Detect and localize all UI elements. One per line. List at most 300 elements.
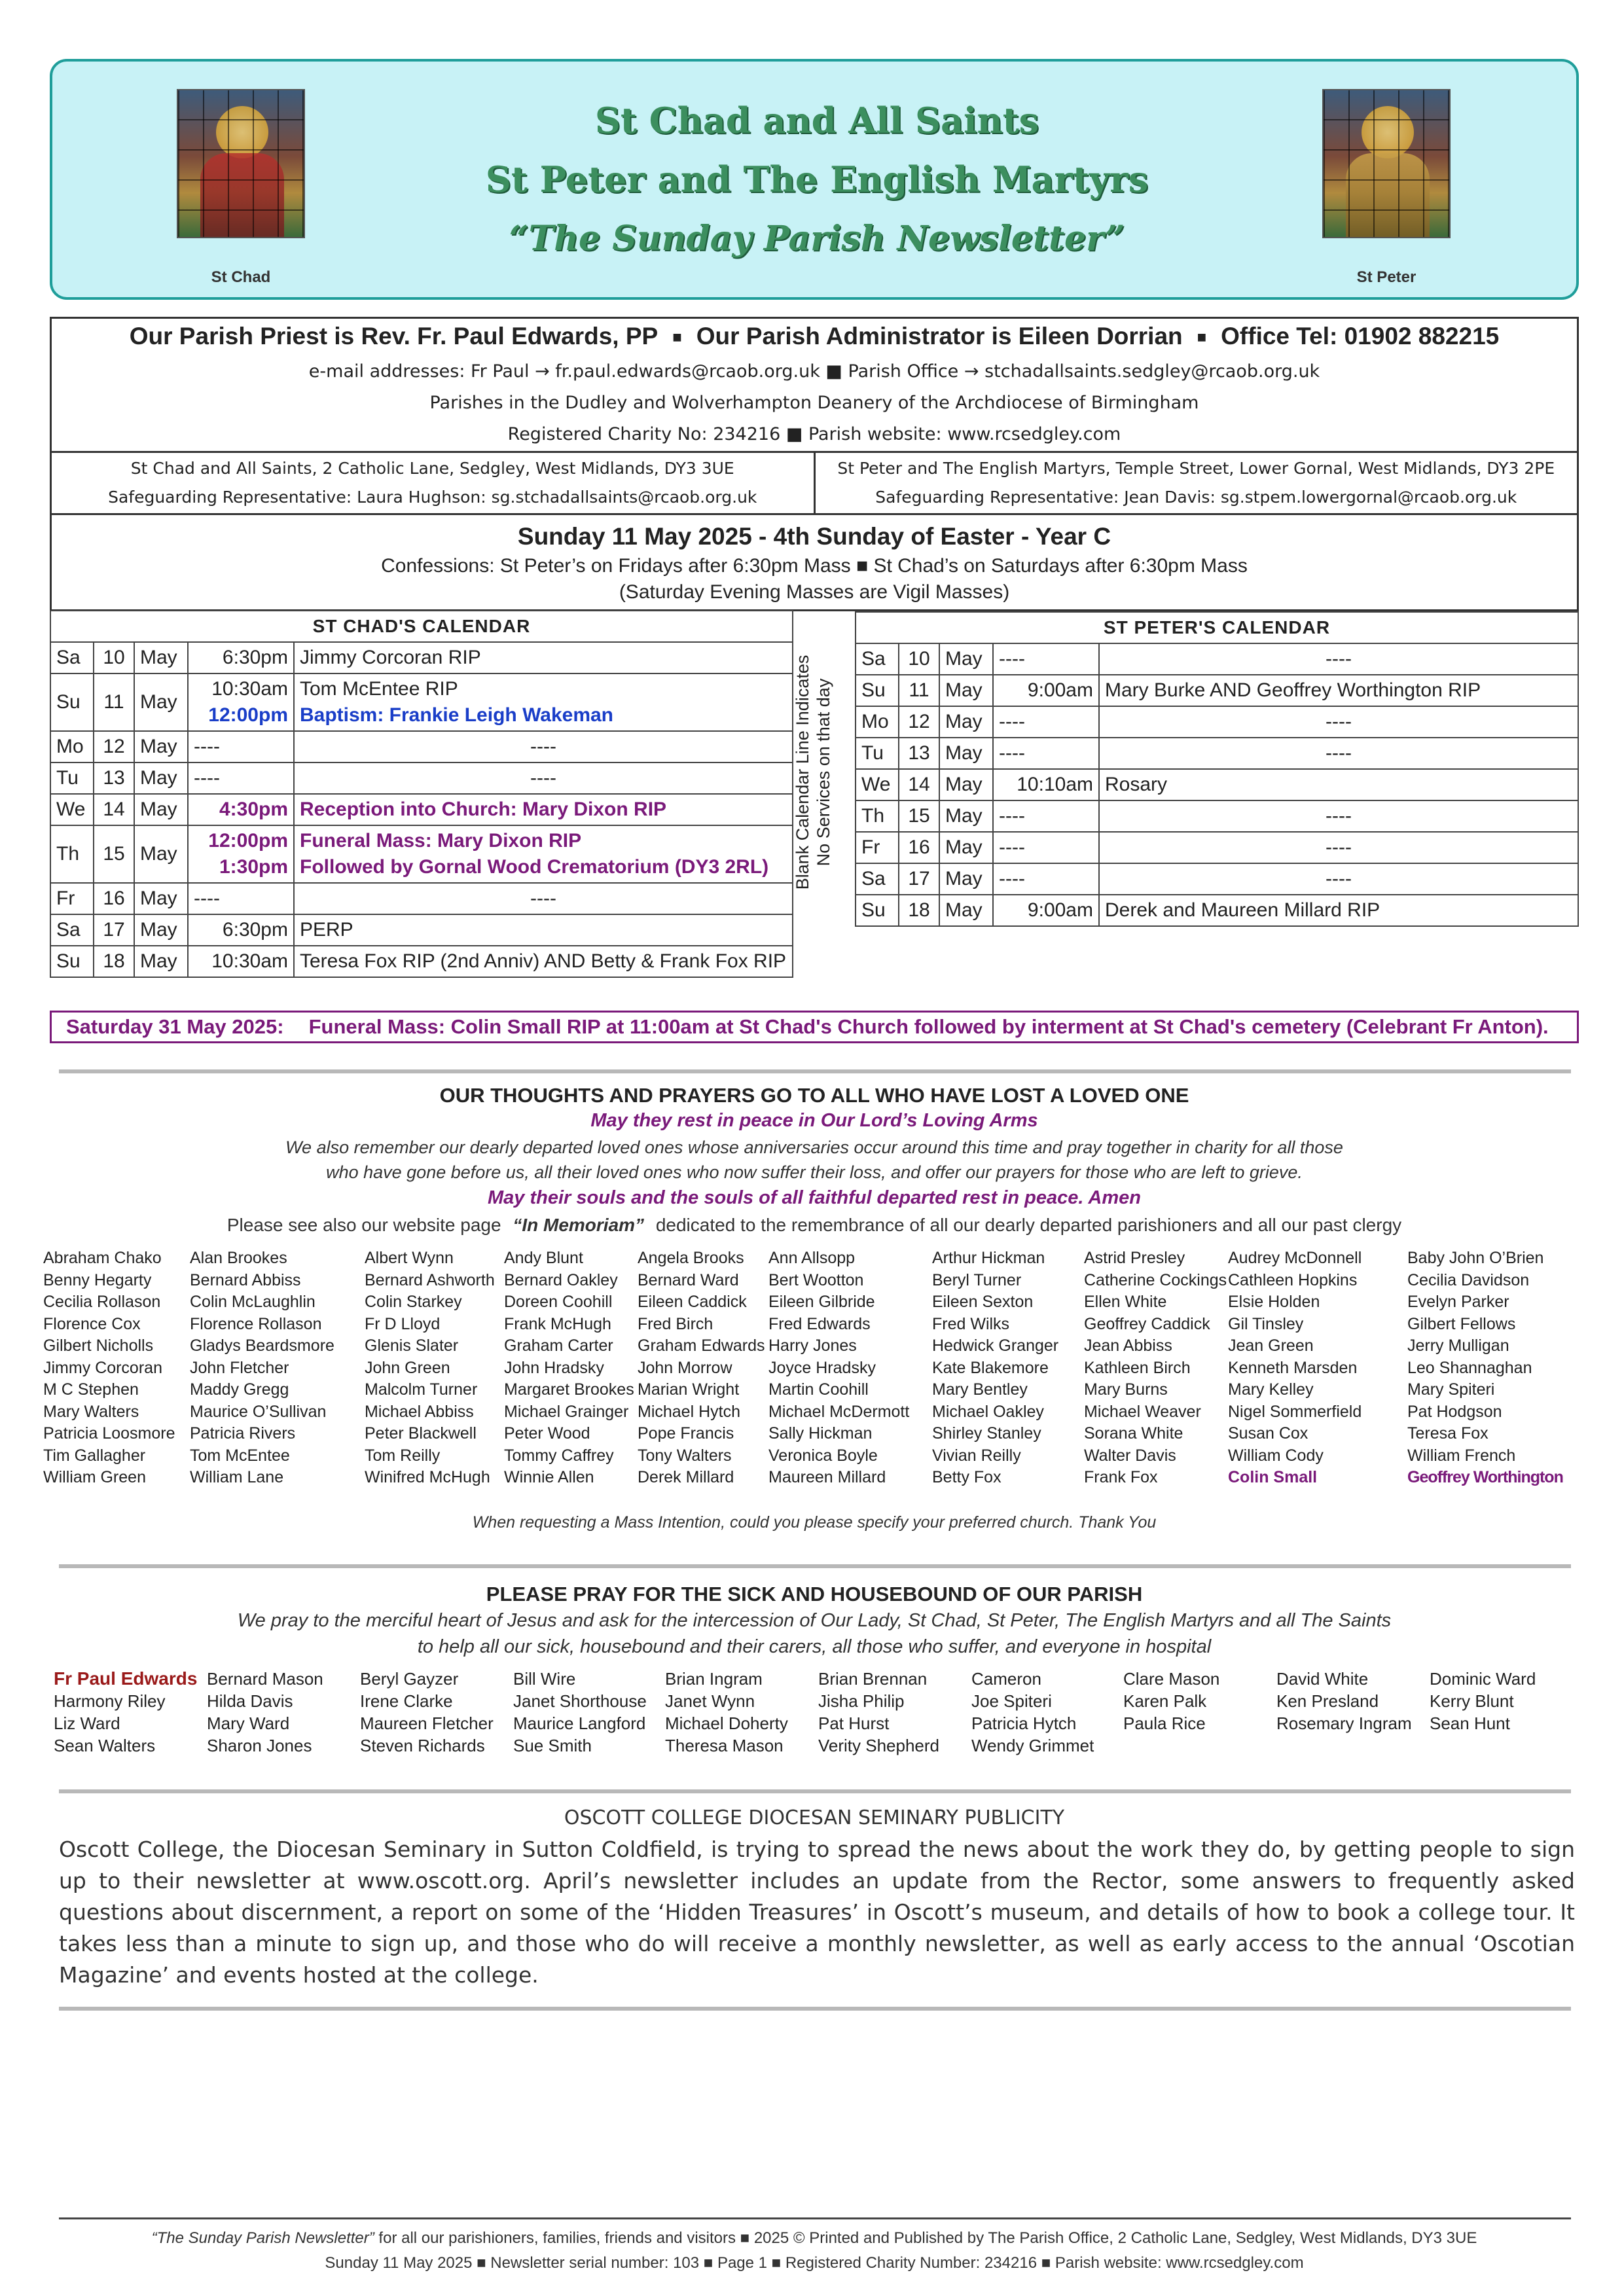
oscott-body: Oscott College, the Diocesan Seminary in Sutton Coldfield, is trying to spread the news about the work they do, by getting people to sign up to their newsletter at www.oscott.org. April’s newsletter includes an update from the Rector, some answers to frequently asked questions about discernment, a report on some of the ‘Hidden Treasures’ in Oscott’s museum, and details of how to book a college tour. It takes less than a minute to sign up, and those who do will receive a monthly newsletter, as well as early access to the annual ‘Oscotian Magazine’ and events hosted at the college. [59, 1837, 1575, 1988]
departed-names-col-3 [365, 1247, 495, 1489]
departed-name: Ellen White [1084, 1293, 1167, 1311]
sick-name: Irene Clarke [360, 1691, 453, 1711]
cal-month: May [134, 642, 188, 673]
cal-time: 9:00am [993, 675, 1099, 706]
sick-name: Jisha Philip [818, 1691, 905, 1711]
departed-name: John Fletcher [190, 1358, 289, 1377]
cal-intention: ---- [294, 731, 793, 762]
footer-line-1 [50, 2229, 1579, 2248]
charity-website-text: Registered Charity No: 234216 ■ Parish website: www.rcsedgley.com [507, 424, 1121, 444]
departed-name: Michael Abbiss [365, 1402, 474, 1421]
sick-name: Patricia Hytch [971, 1713, 1077, 1733]
cal-month: May [939, 706, 993, 738]
cal-day: Sa [856, 643, 899, 675]
blank-calendar-note [792, 655, 864, 890]
cal-time [188, 673, 294, 731]
sick-name: Liz Ward [54, 1713, 120, 1733]
prayers-para-1: We also remember our dearly departed loved ones whose anniversaries occur around this time and pray together in charity for all those [285, 1138, 1343, 1157]
departed-name: Nigel Sommerfield [1228, 1402, 1362, 1421]
footer-rule [59, 2217, 1571, 2219]
departed-name: Tim Gallagher [43, 1446, 146, 1465]
cal-time [188, 825, 294, 883]
departed-name: Mary Bentley [932, 1380, 1028, 1399]
cal-day: Fr [50, 883, 94, 914]
cal-day: Th [856, 800, 899, 832]
cal-time: ---- [993, 863, 1099, 895]
cal-month: May [134, 946, 188, 977]
departed-name: Tommy Caffrey [504, 1446, 614, 1465]
departed-name: Cecilia Rollason [43, 1293, 161, 1311]
st-chad-address: St Chad and All Saints, 2 Catholic Lane, Sedgley, West Midlands, DY3 3UE [130, 459, 734, 478]
sick-name: Clare Mason [1123, 1669, 1220, 1689]
cal-day: We [856, 769, 899, 800]
sick-name: Brian Ingram [665, 1669, 763, 1689]
cal-date: 14 [94, 794, 134, 825]
departed-name: Jerry Mulligan [1407, 1336, 1509, 1355]
sick-names-col-4 [513, 1668, 647, 1757]
departed-name: Susan Cox [1228, 1424, 1308, 1443]
cal-date: 16 [899, 832, 939, 863]
sick-name: Janet Wynn [665, 1691, 755, 1711]
departed-name: Peter Wood [504, 1424, 590, 1443]
departed-name: Kenneth Marsden [1228, 1358, 1358, 1377]
cal-time: ---- [188, 883, 294, 914]
departed-name-highlighted: Colin Small [1228, 1468, 1318, 1486]
cal-intention: ---- [294, 883, 793, 914]
sick-name: Rosemary Ingram [1276, 1713, 1412, 1733]
office-tel: Office Tel: 01902 882215 [1221, 323, 1500, 350]
footer-line-2: Sunday 11 May 2025 ■ Newsletter serial number: 103 ■ Page 1 ■ Registered Charity Number: 234216 ■ Parish website: www.rcsedgley.com [325, 2254, 1304, 2272]
cal-intention-2: Followed by Gornal Wood Crematorium (DY3 2RL) [300, 856, 769, 878]
cal-date: 12 [94, 731, 134, 762]
cal-month: May [939, 738, 993, 769]
sick-name: Ken Presland [1276, 1691, 1379, 1711]
deanery-text: Parishes in the Dudley and Wolverhampton Deanery of the Archdiocese of Birmingham [429, 393, 1199, 413]
email-addresses: e-mail addresses: Fr Paul → fr.paul.edwards@rcaob.org.uk ■ Parish Office → stchadallsaints.sedgley@rcaob.org.uk [308, 361, 1320, 382]
st-peter-window-image [1322, 89, 1451, 238]
departed-name: Graham Carter [504, 1336, 613, 1355]
section-divider [59, 2007, 1571, 2011]
cal-date: 15 [94, 825, 134, 883]
sick-names-col-3 [360, 1668, 494, 1757]
departed-name: Mary Spiteri [1407, 1380, 1495, 1399]
cal-month: May [134, 914, 188, 946]
cal-day: We [50, 794, 94, 825]
st-chad-safeguarding: Safeguarding Representative: Laura Hughson: sg.stchadallsaints@rcaob.org.uk [108, 488, 757, 507]
prayers-heading: OUR THOUGHTS AND PRAYERS GO TO ALL WHO HAVE LOST A LOVED ONE [439, 1084, 1189, 1107]
calendar-row [50, 642, 793, 673]
cal-month: May [939, 832, 993, 863]
sick-name: Cameron [971, 1669, 1041, 1689]
departed-name: Colin Starkey [365, 1293, 462, 1311]
departed-name: Fred Wilks [932, 1314, 1010, 1333]
cal-day: Fr [856, 832, 899, 863]
cal-day: Tu [856, 738, 899, 769]
cal-intention: ---- [1099, 738, 1578, 769]
cal-intention-2: Baptism: Frankie Leigh Wakeman [300, 704, 614, 726]
departed-name: John Morrow [638, 1358, 732, 1377]
cal-time: ---- [993, 706, 1099, 738]
cal-date: 10 [899, 643, 939, 675]
departed-name: Hedwick Granger [932, 1336, 1059, 1355]
departed-name: Malcolm Turner [365, 1380, 478, 1399]
cal-day: Tu [50, 762, 94, 794]
cal-month: May [939, 895, 993, 926]
departed-name: Maddy Gregg [190, 1380, 289, 1399]
cal-intention: PERP [294, 914, 793, 946]
departed-names-col-9 [1228, 1247, 1362, 1489]
cal-day: Mo [856, 706, 899, 738]
departed-name: Sorana White [1084, 1424, 1183, 1443]
cal-time: ---- [993, 738, 1099, 769]
departed-name: Frank Fox [1084, 1468, 1158, 1486]
parish-contacts-line: Our Parish Priest is Rev. Fr. Paul Edwards, PP ■ Our Parish Administrator is Eileen Dorrian ■ Office Tel: 01902 882215 [129, 323, 1500, 350]
departed-name: Angela Brooks [638, 1249, 744, 1267]
cal-date: 13 [94, 762, 134, 794]
cal-date: 11 [94, 673, 134, 731]
departed-name: Joyce Hradsky [768, 1358, 876, 1377]
sick-name: Theresa Mason [665, 1736, 784, 1755]
cal-month: May [134, 673, 188, 731]
cal-intention [294, 673, 793, 731]
sick-name: David White [1276, 1669, 1369, 1689]
st-chad-window-image [177, 89, 305, 238]
cal-month: May [134, 762, 188, 794]
sick-names-col-9 [1276, 1668, 1412, 1734]
sick-name: Paula Rice [1123, 1713, 1206, 1733]
departed-name: Michael Hytch [638, 1402, 740, 1421]
calendar-row [856, 800, 1578, 832]
cal-date: 11 [899, 675, 939, 706]
cal-time-1: 10:30am [211, 678, 288, 700]
calendar-row [856, 832, 1578, 863]
departed-names-col-7 [932, 1247, 1058, 1489]
sick-name: Bill Wire [513, 1669, 576, 1689]
in-memoriam-line [50, 1215, 1579, 1236]
mass-intention-note: When requesting a Mass Intention, could you please specify your preferred church. Thank You [472, 1513, 1157, 1532]
cal-time: ---- [993, 800, 1099, 832]
sick-line-2: to help all our sick, housebound and their carers, all those who suffer, and everyone in hospital [417, 1636, 1212, 1657]
cal-day: Su [50, 673, 94, 731]
church-addresses [52, 451, 1577, 513]
cal-intention: Teresa Fox RIP (2nd Anniv) AND Betty & Frank Fox RIP [294, 946, 793, 977]
cal-date: 16 [94, 883, 134, 914]
admin-text: Our Parish Administrator is Eileen Dorrian [696, 323, 1183, 350]
cal-day: Su [856, 675, 899, 706]
prayers-para-2: who have gone before us, all their loved ones who now suffer their loss, and offer our prayers for those who are left to grieve. [326, 1162, 1303, 1182]
priest-text: Our Parish Priest is Rev. Fr. Paul Edwards, PP [129, 323, 659, 350]
cal-month: May [939, 800, 993, 832]
cal-day: Sa [856, 863, 899, 895]
cal-month: May [134, 825, 188, 883]
departed-name: Bert Wootton [768, 1270, 864, 1289]
cal-intention: ---- [1099, 863, 1578, 895]
departed-name: Abraham Chako [43, 1249, 162, 1267]
sick-name: Michael Doherty [665, 1713, 788, 1733]
cal-date: 14 [899, 769, 939, 800]
sick-name: Maurice Langford [513, 1713, 646, 1733]
departed-name: Patricia Rivers [190, 1424, 296, 1443]
departed-name: Sally Hickman [768, 1424, 873, 1443]
calendar-row [50, 825, 793, 883]
departed-name: Fred Birch [638, 1314, 713, 1333]
sick-name: Sean Walters [54, 1736, 156, 1755]
sick-name: Dominic Ward [1430, 1669, 1536, 1689]
cal-time: ---- [188, 762, 294, 794]
calendar-row [50, 731, 793, 762]
prayers-amen: May their souls and the souls of all faithful departed rest in peace. Amen [487, 1187, 1142, 1208]
sick-name: Sue Smith [513, 1736, 592, 1755]
sick-names-col-1 [54, 1668, 197, 1757]
departed-name: Michael McDermott [768, 1402, 910, 1421]
cal-date: 13 [899, 738, 939, 769]
cal-month: May [939, 769, 993, 800]
departed-name: Fr D Lloyd [365, 1314, 441, 1333]
departed-name: Bernard Abbiss [190, 1270, 301, 1289]
cal-date: 18 [94, 946, 134, 977]
funeral-notice-date: Saturday 31 May 2025: [66, 1015, 284, 1038]
cal-date: 18 [899, 895, 939, 926]
sick-names-col-2 [207, 1668, 323, 1757]
cal-month: May [939, 643, 993, 675]
sick-name: Steven Richards [360, 1736, 485, 1755]
cal-time: ---- [993, 643, 1099, 675]
cal-date: 17 [899, 863, 939, 895]
departed-name: Marian Wright [638, 1380, 740, 1399]
cal-month: May [939, 863, 993, 895]
confessions-text: Confessions: St Peter’s on Fridays after 6:30pm Mass ■ St Chad’s on Saturdays after 6:30pm Mass [381, 555, 1248, 577]
departed-name: Beryl Turner [932, 1270, 1022, 1289]
sick-name: Wendy Grimmet [971, 1736, 1094, 1755]
departed-name: Tony Walters [638, 1446, 732, 1465]
departed-name: Jean Green [1228, 1336, 1314, 1355]
banner-title-line-3: “The Sunday Parish Newsletter” [509, 219, 1125, 259]
newsletter-banner [50, 59, 1579, 300]
departed-name: Teresa Fox [1407, 1424, 1489, 1443]
calendar-row [50, 673, 793, 731]
sick-name: Beryl Gayzer [360, 1669, 459, 1689]
departed-name: Fred Edwards [768, 1314, 871, 1333]
departed-name: Michael Oakley [932, 1402, 1044, 1421]
departed-names-col-2 [190, 1247, 334, 1489]
cal-month: May [939, 675, 993, 706]
calendar-row [856, 675, 1578, 706]
departed-name: Colin McLaughlin [190, 1293, 316, 1311]
departed-name: Eileen Caddick [638, 1293, 747, 1311]
departed-name: Veronica Boyle [768, 1446, 878, 1465]
departed-name: Michael Grainger [504, 1402, 629, 1421]
departed-name: Catherine Cockings [1084, 1270, 1227, 1289]
cal-day: Th [50, 825, 94, 883]
departed-names-col-10 [1407, 1247, 1563, 1489]
departed-name: Betty Fox [932, 1468, 1001, 1486]
st-chad-caption: St Chad [211, 268, 271, 286]
departed-name: Winnie Allen [504, 1468, 594, 1486]
in-memoriam-pre: Please see also our website page [226, 1215, 501, 1235]
st-peter-calendar-title: ST PETER'S CALENDAR [856, 612, 1578, 643]
departed-name: M C Stephen [43, 1380, 139, 1399]
departed-name: Cathleen Hopkins [1228, 1270, 1358, 1289]
departed-name: Florence Rollason [190, 1314, 322, 1333]
sick-name: Janet Shorthouse [513, 1691, 647, 1711]
departed-name: Evelyn Parker [1407, 1293, 1509, 1311]
departed-name: Baby John O’Brien [1407, 1249, 1544, 1267]
sick-name: Karen Palk [1123, 1691, 1207, 1711]
sick-name: Maureen Fletcher [360, 1713, 494, 1733]
cal-intention: Mary Burke AND Geoffrey Worthington RIP [1099, 675, 1578, 706]
departed-name: Shirley Stanley [932, 1424, 1041, 1443]
departed-name: Graham Edwards [638, 1336, 765, 1355]
st-chad-calendar [50, 610, 793, 978]
calendar-row [50, 914, 793, 946]
departed-name: Tom McEntee [190, 1446, 290, 1465]
st-chad-address-block [52, 453, 814, 513]
departed-name: Bernard Ashworth [365, 1270, 495, 1289]
cal-intention: ---- [1099, 706, 1578, 738]
departed-name: Jean Abbiss [1084, 1336, 1172, 1355]
departed-name: Eileen Gilbride [768, 1293, 875, 1311]
sick-name-highlighted: Fr Paul Edwards [54, 1668, 198, 1689]
sick-name: Verity Shepherd [818, 1736, 940, 1755]
banner-title-line-1: St Chad and All Saints [594, 99, 1039, 141]
calendar-row [50, 883, 793, 914]
calendar-row [856, 895, 1578, 926]
calendar-row [856, 706, 1578, 738]
cal-time: 9:00am [993, 895, 1099, 926]
calendar-row [856, 643, 1578, 675]
cal-day: Sa [50, 914, 94, 946]
footer-publisher: for all our parishioners, families, friends and visitors ■ 2025 © Printed and Published by The Parish Office, 2 Catholic Lane, Sedgley, West Midlands, DY3 3UE [374, 2229, 1477, 2247]
sick-name: Hilda Davis [207, 1691, 293, 1711]
cal-intention: ---- [1099, 800, 1578, 832]
departed-name: Ann Allsopp [768, 1249, 856, 1267]
departed-name: Maurice O’Sullivan [190, 1402, 327, 1421]
cal-intention: Jimmy Corcoran RIP [294, 642, 793, 673]
departed-name: Peter Blackwell [365, 1424, 477, 1443]
calendar-row [50, 762, 793, 794]
cal-intention-1: Tom McEntee RIP [300, 678, 458, 700]
departed-name: William Cody [1228, 1446, 1324, 1465]
departed-name: Bernard Oakley [504, 1270, 618, 1289]
cal-time: 10:30am [188, 946, 294, 977]
st-peter-caption: St Peter [1356, 268, 1416, 286]
sick-name: Bernard Mason [207, 1669, 323, 1689]
calendar-row [50, 946, 793, 977]
cal-time: ---- [993, 832, 1099, 863]
cal-intention: ---- [294, 762, 793, 794]
departed-name: William Green [43, 1468, 146, 1486]
in-memoriam-post: dedicated to the remembrance of all our dearly departed parishioners and all our past clergy [655, 1215, 1402, 1235]
in-memoriam-link[interactable]: “In Memoriam” [513, 1215, 645, 1235]
departed-name: William Lane [190, 1468, 284, 1486]
sick-names-col-8 [1123, 1668, 1219, 1734]
cal-time: 6:30pm [188, 642, 294, 673]
st-peter-calendar [855, 611, 1579, 927]
departed-names-col-5 [638, 1247, 765, 1489]
section-divider [59, 1069, 1571, 1073]
departed-name: Frank McHugh [504, 1314, 611, 1333]
cal-intention: ---- [1099, 832, 1578, 863]
calendar-row [856, 738, 1578, 769]
departed-name: Mary Burns [1084, 1380, 1168, 1399]
departed-name: Audrey McDonnell [1228, 1249, 1362, 1267]
vigil-note: (Saturday Evening Masses are Vigil Masses) [619, 581, 1010, 603]
sick-name: Mary Ward [207, 1713, 290, 1733]
cal-intention: ---- [1099, 643, 1578, 675]
departed-name: Cecilia Davidson [1407, 1270, 1530, 1289]
cal-date: 17 [94, 914, 134, 946]
cal-intention: Reception into Church: Mary Dixon RIP [294, 794, 793, 825]
departed-names-col-8 [1084, 1247, 1227, 1489]
cal-day: Sa [50, 642, 94, 673]
sick-names-col-7 [971, 1668, 1094, 1757]
departed-name: John Green [365, 1358, 450, 1377]
departed-name: Jimmy Corcoran [43, 1358, 162, 1377]
parish-info-box [50, 317, 1579, 611]
departed-names-col-6 [768, 1247, 909, 1489]
departed-name: Gilbert Nicholls [43, 1336, 154, 1355]
cal-time: 6:30pm [188, 914, 294, 946]
departed-name: Andy Blunt [504, 1249, 583, 1267]
sunday-heading-block [52, 513, 1577, 609]
departed-name: Kathleen Birch [1084, 1358, 1191, 1377]
calendar-row [856, 769, 1578, 800]
sick-name: Harmony Riley [54, 1691, 166, 1711]
sick-heading: PLEASE PRAY FOR THE SICK AND HOUSEBOUND OF OUR PARISH [486, 1583, 1143, 1605]
cal-intention: Rosary [1099, 769, 1578, 800]
departed-name: Mary Walters [43, 1402, 139, 1421]
departed-name: William French [1407, 1446, 1516, 1465]
departed-name: Gladys Beardsmore [190, 1336, 334, 1355]
departed-name: Doreen Coohill [504, 1293, 613, 1311]
departed-name: Kate Blakemore [932, 1358, 1049, 1377]
departed-name: Alan Brookes [190, 1249, 287, 1267]
oscott-heading: OSCOTT COLLEGE DIOCESAN SEMINARY PUBLICITY [564, 1806, 1065, 1829]
sick-names-col-6 [818, 1668, 939, 1757]
departed-name: Michael Weaver [1084, 1402, 1201, 1421]
banner-title-line-2: St Peter and The English Martyrs [485, 158, 1149, 200]
cal-date: 15 [899, 800, 939, 832]
departed-name: Geoffrey Caddick [1084, 1314, 1210, 1333]
prayers-subheading: May they rest in peace in Our Lord’s Loving Arms [590, 1110, 1038, 1131]
st-peter-address: St Peter and The English Martyrs, Temple Street, Lower Gornal, West Midlands, DY3 2PE [837, 459, 1555, 478]
departed-name: Patricia Loosmore [43, 1424, 175, 1443]
departed-name: Arthur Hickman [932, 1249, 1045, 1267]
section-divider [59, 1564, 1571, 1568]
cal-day: Su [856, 895, 899, 926]
departed-name: Walter Davis [1084, 1446, 1176, 1465]
cal-month: May [134, 883, 188, 914]
calendar-row [50, 794, 793, 825]
st-chad-calendar-title: ST CHAD'S CALENDAR [50, 611, 793, 642]
departed-name: Gil Tinsley [1228, 1314, 1304, 1333]
cal-month: May [134, 731, 188, 762]
departed-name-highlighted: Geoffrey Worthington [1407, 1468, 1563, 1486]
cal-intention-1: Funeral Mass: Mary Dixon RIP [300, 830, 582, 852]
departed-names-col-1 [43, 1247, 175, 1489]
cal-intention [294, 825, 793, 883]
footer-newsletter-title: “The Sunday Parish Newsletter” [151, 2229, 374, 2247]
sick-name: Sean Hunt [1430, 1713, 1510, 1733]
departed-name: Benny Hegarty [43, 1270, 152, 1289]
departed-name: Florence Cox [43, 1314, 141, 1333]
departed-name: Pat Hodgson [1407, 1402, 1502, 1421]
st-peter-address-block [814, 453, 1578, 513]
cal-day: Su [50, 946, 94, 977]
departed-name: Gilbert Fellows [1407, 1314, 1516, 1333]
sick-name: Joe Spiteri [971, 1691, 1052, 1711]
section-divider [59, 1789, 1571, 1793]
